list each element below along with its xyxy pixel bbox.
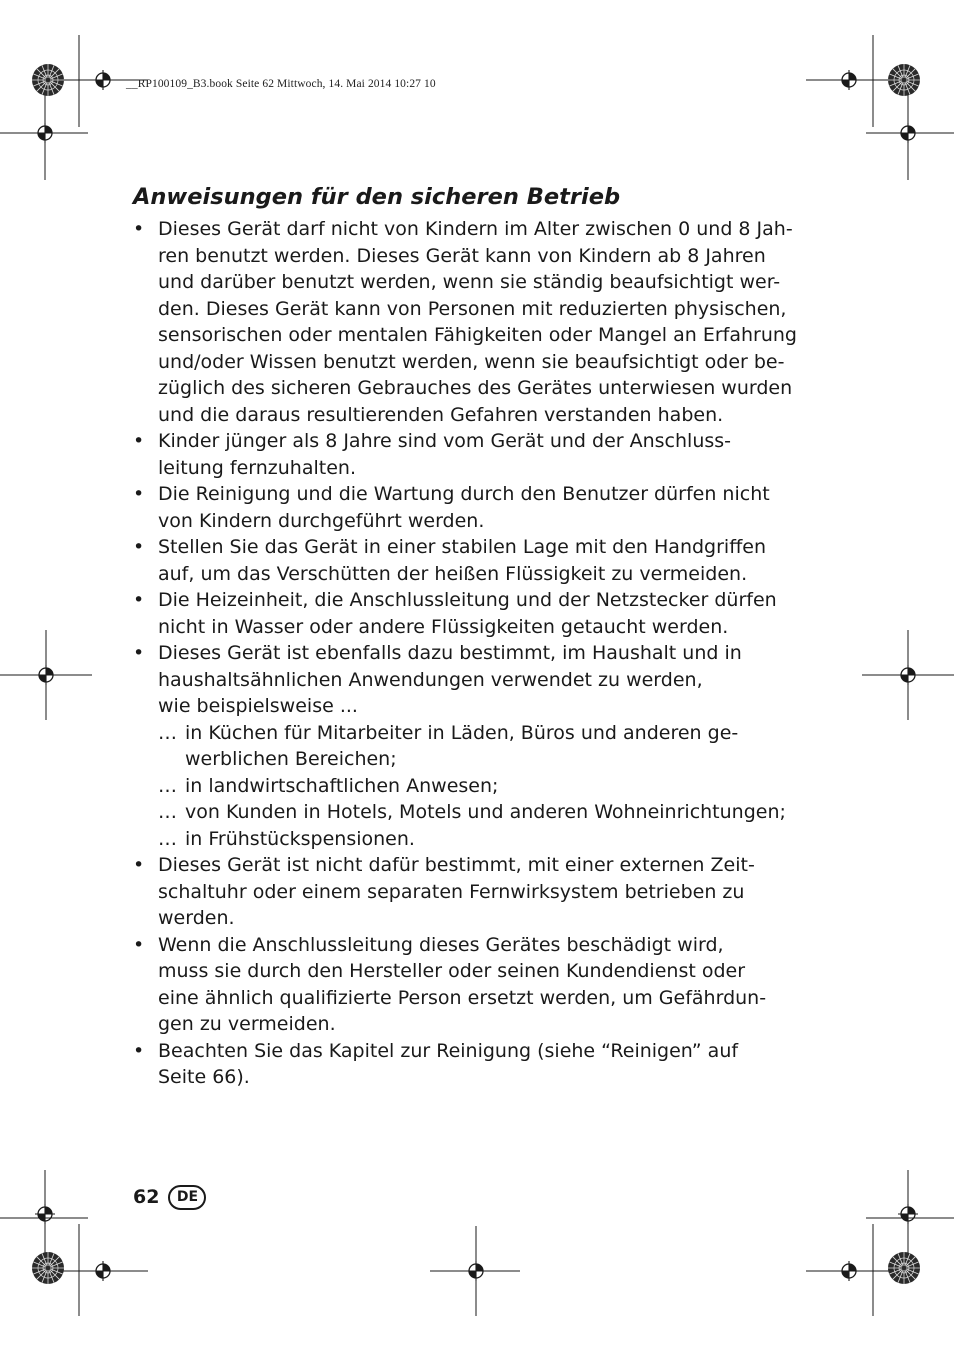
- bullet-marker: •: [133, 589, 145, 611]
- ellipsis-marker: …: [158, 801, 177, 823]
- text-line: Kinder jünger als 8 Jahre sind vom Gerät und der Anschluss-: [158, 430, 732, 452]
- text-line: und die daraus resultierenden Gefahren verstanden haben.: [158, 403, 724, 426]
- text-line: sensorischen oder mentalen Fähigkeiten oder Mangel an Erfahrung: [158, 324, 797, 346]
- bullet-item: [133, 1038, 801, 1091]
- text-line: leitung fernzuhalten.: [158, 456, 356, 479]
- text-line: Dieses Gerät ist ebenfalls dazu bestimmt, im Haushalt und in: [158, 642, 742, 664]
- bullet-item: [133, 216, 801, 428]
- text-line: auf, um das Verschütten der heißen Flüssigkeit zu vermeiden.: [158, 562, 748, 585]
- bullet-marker: •: [133, 536, 145, 558]
- text-line: in Küchen für Mitarbeiter in Läden, Büros und anderen ge-: [185, 721, 739, 744]
- section-title: Anweisungen für den sicheren Betrieb: [133, 184, 621, 210]
- text-line: Beachten Sie das Kapitel zur Reinigung (siehe “Reinigen” auf: [158, 1039, 739, 1062]
- bullet-marker: •: [133, 430, 145, 452]
- ellipsis-marker: …: [158, 774, 177, 797]
- text-line: wie beispielsweise ...: [158, 695, 358, 717]
- text-line: von Kunden in Hotels, Motels und anderen Wohneinrichtungen;: [185, 801, 786, 823]
- sub-item: [133, 720, 801, 773]
- page-number: 62: [133, 1186, 160, 1208]
- text-line: in Frühstückspensionen.: [185, 827, 415, 850]
- text-line: züglich des sicheren Gebrauches des Gerätes unterwiesen wurden: [158, 377, 793, 399]
- text-line: haushaltsähnlichen Anwendungen verwendet zu werden,: [158, 668, 703, 691]
- sub-item: [133, 773, 801, 800]
- bullet-item: [133, 852, 801, 932]
- text-line: Die Heizeinheit, die Anschlussleitung und der Netzstecker dürfen: [158, 589, 777, 611]
- bullet-marker: •: [133, 933, 145, 956]
- text-line: und darüber benutzt werden, wenn sie ständig beaufsichtigt wer-: [158, 271, 781, 293]
- sub-item: [133, 826, 801, 853]
- bullet-item: [133, 640, 801, 720]
- language-badge: DE: [168, 1185, 206, 1210]
- text-line: Dieses Gerät darf nicht von Kindern im Alter zwischen 0 und 8 Jah-: [158, 218, 793, 240]
- bullet-marker: •: [133, 483, 145, 505]
- bullet-item: [133, 932, 801, 1038]
- text-line: eine ähnlich qualifizierte Person ersetzt werden, um Gefährdun-: [158, 986, 767, 1009]
- text-line: werblichen Bereichen;: [185, 748, 397, 770]
- text-line: Wenn die Anschlussleitung dieses Gerätes beschädigt wird,: [158, 933, 724, 956]
- text-line: Seite 66).: [158, 1066, 250, 1088]
- text-line: Stellen Sie das Gerät in einer stabilen Lage mit den Handgriffen: [158, 536, 767, 558]
- bullet-marker: •: [133, 642, 145, 664]
- instruction-list: [133, 216, 801, 1091]
- bullet-item: [133, 428, 801, 481]
- text-line: Dieses Gerät ist nicht dafür bestimmt, mit einer externen Zeit-: [158, 854, 755, 876]
- bullet-marker: •: [133, 854, 145, 876]
- bullet-item: [133, 534, 801, 587]
- text-line: von Kindern durchgeführt werden.: [158, 509, 485, 532]
- text-line: werden.: [158, 907, 235, 929]
- print-slug-line: __RP100109_B3.book Seite 62 Mittwoch, 14. Mai 2014 10:27 10: [126, 78, 436, 90]
- text-line: nicht in Wasser oder andere Flüssigkeiten getaucht werden.: [158, 615, 729, 638]
- text-line: muss sie durch den Hersteller oder seinen Kundendienst oder: [158, 960, 746, 982]
- text-line: ren benutzt werden. Dieses Gerät kann von Kindern ab 8 Jahren: [158, 244, 766, 267]
- text-line: gen zu vermeiden.: [158, 1013, 336, 1035]
- text-line: und/oder Wissen benutzt werden, wenn sie beaufsichtigt oder be-: [158, 350, 785, 373]
- sub-item: [133, 799, 801, 826]
- text-line: den. Dieses Gerät kann von Personen mit reduzierten physischen,: [158, 297, 787, 320]
- bullet-marker: •: [133, 1039, 145, 1062]
- text-line: schaltuhr oder einem separaten Fernwirksystem betrieben zu: [158, 880, 745, 903]
- bullet-item: [133, 481, 801, 534]
- text-line: Die Reinigung und die Wartung durch den Benutzer dürfen nicht: [158, 483, 770, 505]
- page-footer: [133, 1183, 206, 1211]
- bullet-item: [133, 587, 801, 640]
- bullet-marker: •: [133, 218, 145, 240]
- ellipsis-marker: …: [158, 827, 177, 850]
- text-line: in landwirtschaftlichen Anwesen;: [185, 774, 499, 797]
- ellipsis-marker: …: [158, 721, 177, 744]
